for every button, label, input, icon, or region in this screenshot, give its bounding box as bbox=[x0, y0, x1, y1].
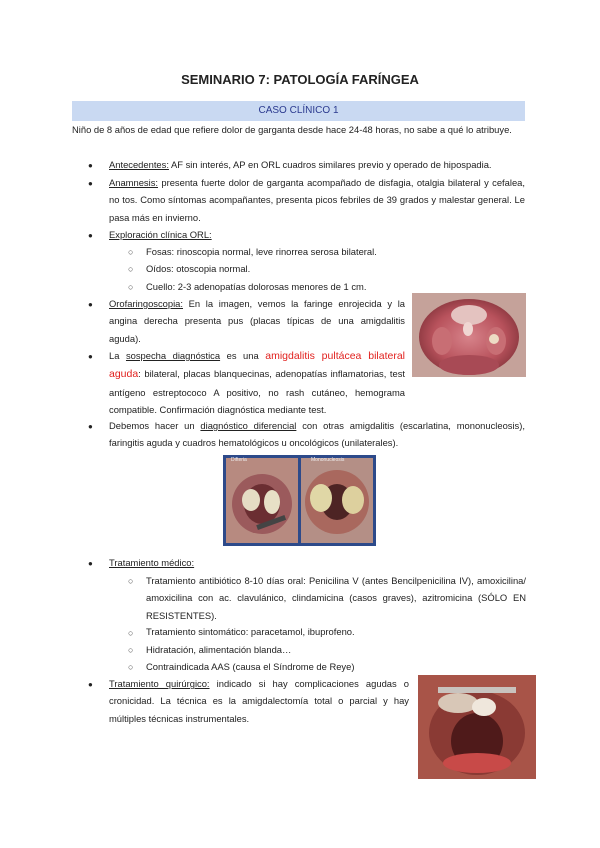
sub-bullet: ○ bbox=[128, 628, 134, 638]
bullet: ● bbox=[88, 300, 93, 309]
bullet: ● bbox=[88, 559, 93, 568]
antecedentes-text: AF sin interés, AP en ORL cuadros similares previo y operado de hipospadia. bbox=[168, 159, 492, 170]
sub-bullet: ○ bbox=[128, 662, 134, 672]
anamnesis-label: Anamnesis: bbox=[109, 177, 158, 188]
figure-label-right: Mononucleosis bbox=[311, 457, 345, 463]
sospecha-text: : bilateral, placas blanquecinas, adenopatías inflamatorias, test antígeno estreptococo A positivo, no rash cutáneo, hemograma compatible. Confirmación diagnóstica mediante test. bbox=[109, 368, 405, 415]
bullet: ● bbox=[88, 179, 93, 188]
tratamiento-quirurgico-text: indicado si hay complicaciones agudas o cronicidad. La técnica es la amigdalectomía total o parcial y hay múltiples técnicas instrumentales. bbox=[109, 678, 409, 724]
tratamiento-medico-label: Tratamiento médico: bbox=[109, 557, 195, 568]
bullet: ● bbox=[88, 231, 93, 240]
antecedentes-item bbox=[109, 156, 525, 173]
tratamiento-antibiotico: Tratamiento antibiótico 8-10 días oral: Penicilina V (antes Bencilpenicilina IV), amoxicilina/ amoxicilina con ac. clavulánico, clindamicina (casos graves), azitromicina (SÓLO EN RESISTENTES). bbox=[146, 575, 526, 621]
exploracion-cuello: Cuello: 2-3 adenopatías dolorosas menores de 1 cm. bbox=[146, 281, 367, 292]
exploracion-fosas: Fosas: rinoscopia normal, leve rinorrea serosa bilateral. bbox=[146, 246, 377, 257]
orofaringoscopia-label: Orofaringoscopia: bbox=[109, 298, 183, 309]
exploracion-oidos: Oídos: otoscopia normal. bbox=[146, 263, 251, 274]
sospecha-pre: La bbox=[109, 350, 126, 361]
sospecha-highlight: amigdalitis pultácea bilateral aguda bbox=[109, 350, 406, 381]
mononucleosis-photo bbox=[301, 458, 373, 543]
exploracion-label: Exploración clínica ORL: bbox=[109, 229, 212, 240]
surgery-photo bbox=[418, 675, 536, 779]
differential-figure bbox=[223, 455, 376, 546]
sospecha-mid: es una bbox=[220, 350, 266, 361]
case-header: CASO CLÍNICO 1 bbox=[72, 101, 525, 121]
tratamiento-aas: Contraindicada AAS (causa el Síndrome de Reye) bbox=[146, 661, 355, 672]
anamnesis-item bbox=[109, 174, 525, 226]
bullet: ● bbox=[88, 161, 93, 170]
tratamiento-hidratacion: Hidratación, alimentación blanda… bbox=[146, 644, 292, 655]
figure-label-left: Difteria bbox=[231, 457, 247, 463]
diferencial-label: diagnóstico diferencial bbox=[200, 420, 297, 431]
sub-bullet: ○ bbox=[128, 247, 134, 257]
sub-bullet: ○ bbox=[128, 264, 134, 274]
sospecha-label: sospecha diagnóstica bbox=[125, 350, 221, 361]
diferencial-text: con otras amigdalitis (escarlatina, mononucleosis), faringitis aguda y cuadros hematológicos u oncológicos (unilaterales). bbox=[109, 420, 525, 449]
diferencial-pre: Debemos hacer un bbox=[109, 420, 201, 431]
sub-bullet: ○ bbox=[128, 645, 134, 655]
tratamiento-quirurgico-item bbox=[109, 675, 409, 727]
page-title: SEMINARIO 7: PATOLOGÍA FARÍNGEA bbox=[181, 72, 419, 87]
orofaringoscopia-item bbox=[109, 295, 405, 347]
tratamiento-sintomatico: Tratamiento sintomático: paracetamol, ibuprofeno. bbox=[146, 626, 355, 637]
antecedentes-label: Antecedentes: bbox=[109, 159, 169, 170]
difteria-photo bbox=[226, 458, 298, 543]
sospecha-item bbox=[109, 347, 405, 418]
bullet: ● bbox=[88, 680, 93, 689]
tratamiento-medico-item bbox=[109, 554, 525, 571]
anamnesis-text: presenta fuerte dolor de garganta acompañado de disfagia, otalgia bilateral y cefalea, no tos. Como síntomas acompañantes, presenta picos febriles de 39 grados y malestar general. Le pasa más en invierno. bbox=[109, 177, 525, 223]
bullet: ● bbox=[88, 422, 93, 431]
sub-bullet: ○ bbox=[128, 576, 134, 586]
intro-text: Niño de 8 años de edad que refiere dolor de garganta desde hace 24-48 horas, no sabe a qué lo atribuye. bbox=[72, 124, 512, 135]
diferencial-item bbox=[109, 417, 525, 452]
throat-photo bbox=[412, 293, 526, 377]
bullet: ● bbox=[88, 352, 93, 361]
exploracion-item bbox=[109, 226, 525, 243]
sub-bullet: ○ bbox=[128, 282, 134, 292]
orofaringoscopia-text: En la imagen, vemos la faringe enrojecida y la angina derecha presenta pus (placas típicas de una amigdalitis aguda). bbox=[109, 298, 405, 344]
tratamiento-quirurgico-label: Tratamiento quirúrgico: bbox=[109, 678, 210, 689]
